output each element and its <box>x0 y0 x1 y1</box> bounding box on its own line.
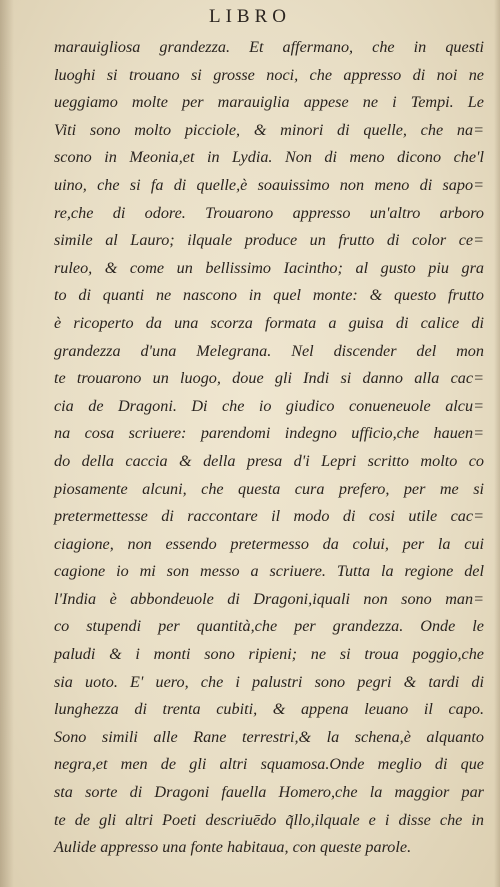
text-line: re,che di odore. Trouarono appresso un'altro arboro <box>54 203 484 222</box>
text-line: Viti sono molto picciole, & minori di quelle, che na= <box>54 120 484 139</box>
text-line: scono in Meonia,et in Lydia. Non di meno dicono che'l <box>54 148 484 167</box>
text-line: ciagione, non essendo pretermesso da colui, per la cui <box>54 534 484 553</box>
text-line: grandezza d'una Melegrana. Nel discender del mon <box>54 341 484 360</box>
text-line: negra,et men de gli altri squamosa.Onde meglio di que <box>54 755 484 774</box>
text-line: cagione io mi son messo a scriuere. Tutta la regione del <box>54 562 484 581</box>
text-line: luoghi si trouano si grosse noci, che appresso di noi ne <box>54 65 484 84</box>
text-line: sta sorte di Dragoni fauella Homero,che la maggior par <box>54 783 484 802</box>
text-line: te de gli altri Poeti descriuēdo q̃llo,ilquale e i disse che in <box>54 810 484 829</box>
text-line: Aulide appresso una fonte habitaua, con queste parole. <box>54 838 412 857</box>
text-line: ueggiamo molte per marauiglia appese ne i Tempi. Le <box>54 93 484 112</box>
text-line: co stupendi per quantità,che per grandezza. Onde le <box>54 617 484 636</box>
page-edge-shadow <box>494 0 500 887</box>
text-line: simile al Lauro; ilquale produce un frutto di color ce= <box>54 231 484 250</box>
text-line: na cosa scriuere: parendomi indegno ufficio,che hauen= <box>54 424 484 443</box>
text-line: pretermettesse di raccontare il modo di cosi utile cac= <box>54 507 484 526</box>
text-line: do della caccia & della presa d'i Lepri scritto molto co <box>54 451 484 470</box>
text-line: ruleo, & come un bellissimo Iacintho; al gusto piu gra <box>54 258 484 277</box>
text-line: l'India è abbondeuole di Dragoni,iquali non sono man= <box>54 589 484 608</box>
text-line: lunghezza di trenta cubiti, & appena leuano il capo. <box>54 700 484 719</box>
text-line: paludi & i monti sono ripieni; ne si troua poggio,che <box>54 645 484 664</box>
text-line: to di quanti ne nascono in quel monte: & questo frutto <box>54 286 484 305</box>
text-line: te trouarono un luogo, doue gli Indi si danno alla cac= <box>54 369 484 388</box>
text-line: sia uoto. E' uero, che i palustri sono pegri & tardi di <box>54 672 484 691</box>
binding-shadow <box>0 0 14 887</box>
text-line: è ricoperto da una scorza formata a guisa di calice di <box>54 313 484 332</box>
text-line: cia de Dragoni. Di che io giudico conueneuole alcu= <box>54 396 484 415</box>
text-line: piosamente alcuni, che questa cura prefero, per me si <box>54 479 484 498</box>
text-line: marauigliosa grandezza. Et affermano, che in questi <box>54 38 484 56</box>
running-head: LIBRO <box>209 6 291 27</box>
body-text <box>54 34 484 862</box>
text-line: uino, che si fa di quelle,è soauissimo non meno di sapo= <box>54 175 484 194</box>
text-line: Sono simili alle Rane terrestri,& la schena,è alquanto <box>54 727 484 746</box>
